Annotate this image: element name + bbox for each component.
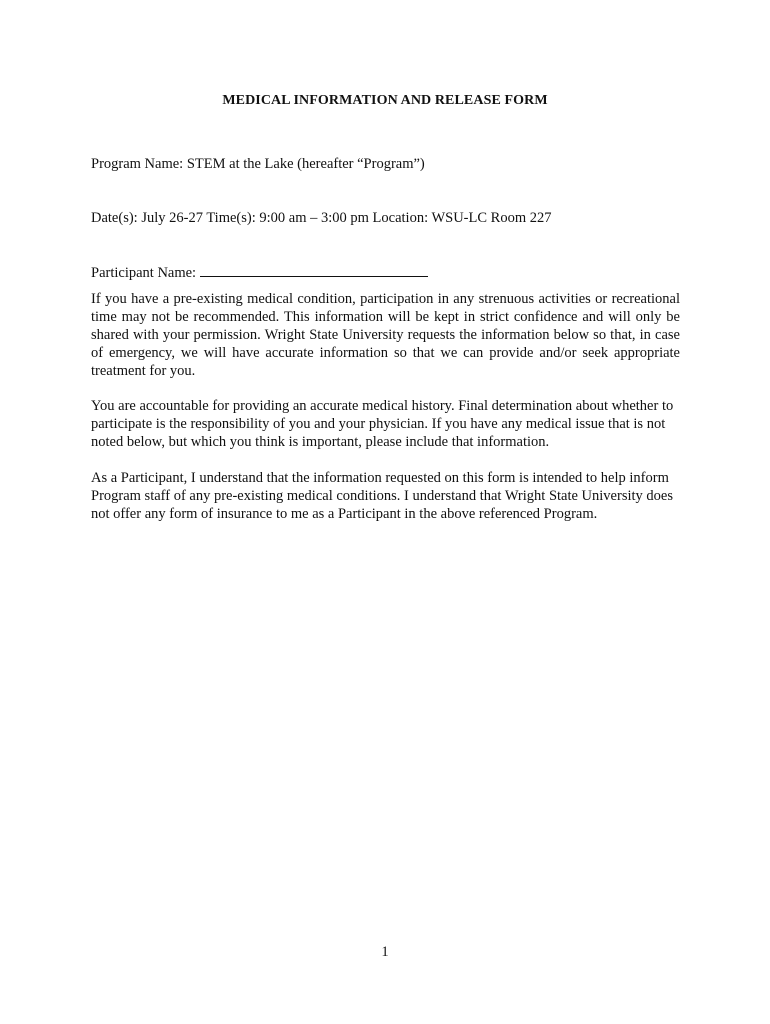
paragraph-accountability: You are accountable for providing an accurate medical history. Final determination about whether to participate is the responsibility of you and your physician. If you have any medical issue that is not noted below, but which you think is important, please include that information. — [91, 398, 674, 450]
paragraph-participant-understanding: As a Participant, I understand that the information requested on this form is intended to help inform Program staff of any pre-existing medical conditions. I understand that Wright State University does not offer any form of insurance to me as a Participant in the above referenced Program. — [91, 470, 673, 522]
participant-name-label: Participant Name: — [91, 265, 197, 281]
form-title: MEDICAL INFORMATION AND RELEASE FORM — [222, 93, 548, 108]
dates-times-location-line: Date(s): July 26-27 Time(s): 9:00 am – 3:00 pm Location: WSU-LC Room 227 — [91, 210, 552, 226]
page-number: 1 — [381, 944, 389, 960]
participant-name-row — [91, 263, 428, 282]
program-name-line: Program Name: STEM at the Lake (hereafter “Program”) — [91, 156, 425, 172]
paragraph-confidentiality: If you have a pre-existing medical condition, participation in any strenuous activities or recreational time may not be recommended. This information will be kept in strict confidence and will only be shared with your permission. Wright State University requests the information below so that, in case of emergency, we will have accurate information so that we can provide and/or seek appropriate treatment for you. — [91, 291, 680, 379]
participant-name-blank[interactable] — [200, 263, 428, 277]
